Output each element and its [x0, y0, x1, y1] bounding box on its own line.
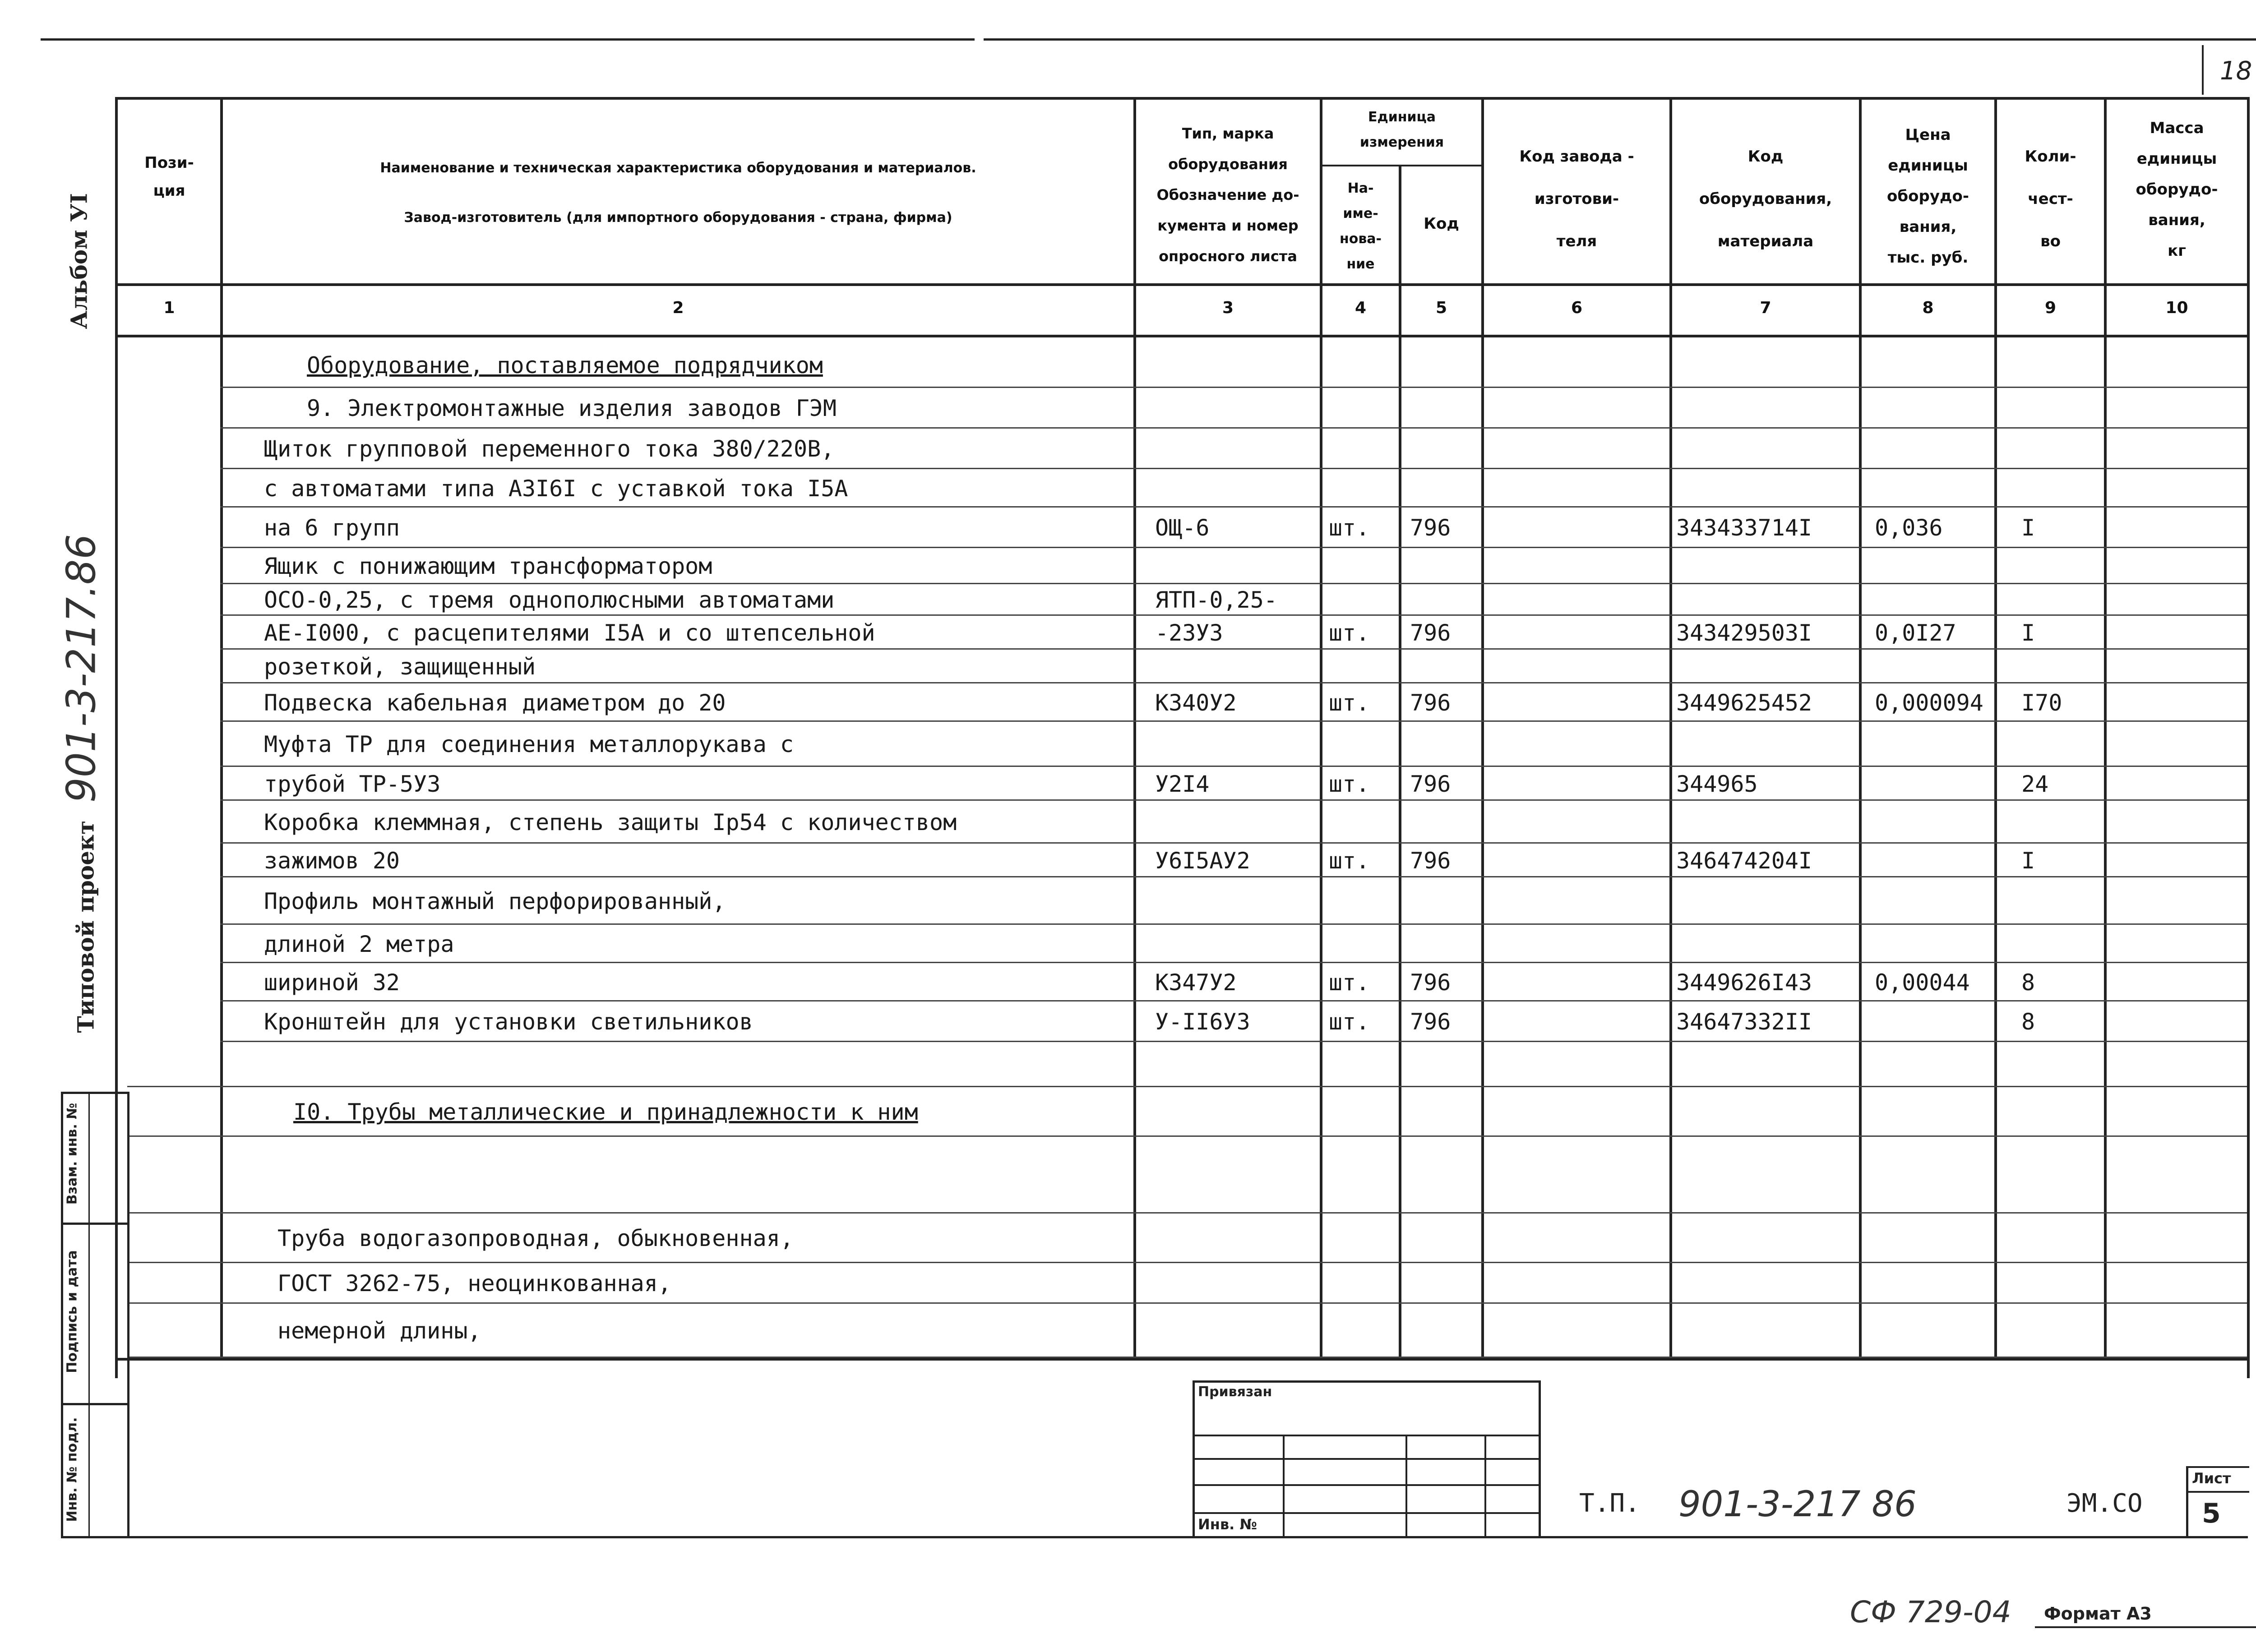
table-row	[0, 1001, 2256, 1042]
cell-qty: I	[2021, 848, 2035, 874]
tb-attached: Привязан	[1198, 1384, 1272, 1400]
table-row	[0, 1304, 2256, 1358]
hdr-type: Тип, марка оборудования Обозначение до- кумента и номер опросного листа	[1156, 125, 1299, 265]
col-num-4: 4	[1355, 299, 1367, 317]
cell-name: трубой ТР-5У3	[264, 771, 441, 797]
cell-type: К347У2	[1155, 969, 1237, 996]
cell-price: 0,000094	[1875, 690, 1983, 716]
stamp-inner-line	[88, 1092, 90, 1538]
stamp-strip-div1	[61, 1223, 129, 1225]
cell-name: Профиль монтажный перфорированный,	[264, 888, 726, 914]
cell-name: зажимов 20	[264, 848, 400, 874]
cell-name: Коробка клеммная, степень защиты Iр54 с количеством	[264, 809, 957, 835]
hdr-quantity: Коли- чест- во	[2025, 148, 2076, 250]
cell-unit: шт.	[1329, 515, 1370, 541]
cell-name: шириной 32	[264, 969, 400, 996]
hdr-position: Пози- ция	[144, 154, 194, 200]
col-num-8: 8	[1922, 299, 1934, 317]
table-bottom	[115, 1358, 2249, 1361]
hdr-unit-code: Код	[1424, 215, 1459, 233]
table-row	[0, 877, 2256, 925]
cell-type: У2I4	[1155, 771, 1210, 797]
frame-bottom-left	[127, 1358, 129, 1538]
table-row	[0, 388, 2256, 429]
cell-qty: 8	[2021, 969, 2035, 996]
tb-col3	[1484, 1435, 1486, 1538]
stamp-strip-top	[61, 1092, 129, 1094]
cell-name: I0. Трубы металлические и принадлежности к ним	[293, 1099, 918, 1125]
stamp-label-signature: Подпись и дата	[64, 1250, 80, 1373]
cell-type: ОЩ-6	[1155, 515, 1210, 541]
stamp-strip-left	[61, 1092, 63, 1538]
table-row	[0, 584, 2256, 616]
cell-name: Щиток групповой переменного тока 380/220В,	[264, 436, 835, 462]
cell-qty: 8	[2021, 1009, 2035, 1035]
cell-name: на 6 групп	[264, 515, 400, 541]
tb-row4	[1193, 1512, 1540, 1514]
cell-price: 0,036	[1875, 515, 1943, 541]
table-row	[0, 1087, 2256, 1137]
cell-type: ЯТП-0,25-	[1155, 587, 1277, 613]
cell-name: Подвеска кабельная диаметром до 20	[264, 690, 726, 716]
table-row	[0, 1137, 2256, 1214]
cell-name: АЕ-I000, с расцепителями I5А и со штепсельной	[264, 620, 875, 646]
cell-mat: 34647332II	[1676, 1009, 1812, 1035]
cell-unit: шт.	[1329, 771, 1370, 797]
frame-bottom	[127, 1536, 2248, 1538]
hdr-material-code: Код оборудования, материала	[1699, 148, 1832, 250]
tb-col1	[1283, 1435, 1285, 1538]
tb-doc-code: ЭМ.СО	[2066, 1489, 2143, 1518]
cell-code: 796	[1410, 771, 1451, 797]
table-row	[0, 1263, 2256, 1304]
cell-code: 796	[1410, 690, 1451, 716]
cell-unit: шт.	[1329, 620, 1370, 646]
cell-mat: 346474204I	[1676, 848, 1812, 874]
table-row	[0, 650, 2256, 683]
cell-unit: шт.	[1329, 848, 1370, 874]
footer-rule	[2035, 1626, 2256, 1628]
cell-qty: 24	[2021, 771, 2049, 797]
table-row	[0, 963, 2256, 1001]
tb-inv-no: Инв. №	[1198, 1516, 1257, 1533]
numbers-bottom	[115, 335, 2249, 337]
cell-qty: I	[2021, 620, 2035, 646]
cell-name: с автоматами типа А3I6I с уставкой тока I5А	[264, 475, 848, 502]
cell-name: ОСО-0,25, с тремя однополюсными автоматами	[264, 587, 835, 613]
side-album: Альбом УI	[65, 193, 92, 329]
table-row	[0, 925, 2256, 963]
table-row	[0, 343, 2256, 388]
cell-name: Кронштейн для установки светильников	[264, 1009, 753, 1035]
hdr-mass: Масса единицы оборудо- вания, кг	[2136, 119, 2218, 260]
table-row	[0, 429, 2256, 469]
tb-sheet-left	[2186, 1466, 2188, 1538]
table-row	[0, 508, 2256, 548]
cell-type: -23У3	[1155, 620, 1223, 646]
cell-type: У-II6У3	[1155, 1009, 1250, 1035]
cell-mat: 3449625452	[1676, 690, 1812, 716]
table-row	[0, 844, 2256, 877]
cell-mat: 3449626I43	[1676, 969, 1812, 996]
hdr-name: Наименование и техническая характеристика оборудования и материалов. Завод-изготовитель (для импортного оборудования - страна, фирма)	[380, 160, 976, 226]
col-num-2: 2	[672, 299, 684, 317]
cell-price: 0,00044	[1875, 969, 1970, 996]
stamp-label-replaced: Взам. инв. №	[64, 1103, 80, 1205]
frame-top	[115, 97, 2249, 100]
tb-top	[1193, 1380, 1540, 1383]
cell-unit: шт.	[1329, 690, 1370, 716]
table-row	[0, 1214, 2256, 1263]
cell-qty: I70	[2021, 690, 2062, 716]
col-num-1: 1	[163, 299, 175, 317]
side-project-number: 901-3-217.86	[58, 534, 105, 803]
top-rule-right	[984, 38, 2256, 41]
tb-row3	[1193, 1484, 1540, 1486]
hdr-unit: Единица измерения	[1359, 109, 1444, 150]
col-num-5: 5	[1435, 299, 1447, 317]
tb-sheet-label: Лист	[2192, 1470, 2231, 1487]
col-num-3: 3	[1222, 299, 1234, 317]
cell-name: 9. Электромонтажные изделия заводов ГЭМ	[307, 395, 837, 421]
cell-name: длиной 2 метра	[264, 931, 454, 957]
cell-name: немерной длины,	[277, 1318, 481, 1344]
cell-code: 796	[1410, 1009, 1451, 1035]
col-num-9: 9	[2044, 299, 2057, 317]
cell-mat: 343429503I	[1676, 620, 1812, 646]
table-row	[0, 722, 2256, 767]
cell-unit: шт.	[1329, 969, 1370, 996]
table-row	[0, 469, 2256, 508]
cell-mat: 344965	[1676, 771, 1758, 797]
tb-col2	[1405, 1435, 1407, 1538]
footer-format: Формат А3	[2044, 1604, 2152, 1624]
cell-name: Муфта ТР для соединения металлорукава с	[264, 731, 794, 757]
cell-name: Ящик с понижающим трансформатором	[264, 553, 712, 579]
cell-name: ГОСТ 3262-75, неоцинкованная,	[277, 1270, 671, 1297]
tb-sheet-number: 5	[2202, 1498, 2221, 1529]
table-row	[0, 767, 2256, 801]
top-rule-left	[41, 38, 975, 41]
side-project-type: Типовой проект	[72, 820, 99, 1033]
table-row	[0, 683, 2256, 722]
col-num-6: 6	[1571, 299, 1583, 317]
cell-code: 796	[1410, 848, 1451, 874]
table-row	[0, 801, 2256, 844]
cell-code: 796	[1410, 620, 1451, 646]
cell-name: Оборудование, поставляемое подрядчиком	[307, 352, 823, 378]
table-row	[0, 1042, 2256, 1087]
cell-type: К340У2	[1155, 690, 1237, 716]
tb-tp-label: Т.П.	[1579, 1489, 1640, 1518]
cell-code: 796	[1410, 515, 1451, 541]
cell-unit: шт.	[1329, 1009, 1370, 1035]
cell-price: 0,0I27	[1875, 620, 1956, 646]
stamp-label-inventory: Инв. № подл.	[64, 1417, 80, 1522]
cell-type: У6I5АУ2	[1155, 848, 1250, 874]
cell-name: розеткой, защищенный	[264, 654, 536, 680]
col-num-10: 10	[2165, 299, 2188, 317]
table-row	[0, 548, 2256, 584]
tb-row1	[1193, 1435, 1540, 1436]
cell-mat: 343433714I	[1676, 515, 1812, 541]
tb-sheet-top	[2186, 1466, 2249, 1468]
cell-name: Труба водогазопроводная, обыкновенная,	[277, 1225, 794, 1251]
hdr-price: Цена единицы оборудо- вания, тыс. руб.	[1887, 126, 1969, 267]
tb-tp-number: 901-3-217 86	[1678, 1484, 1917, 1525]
hdr-unit-name: На- име- нова- ние	[1339, 180, 1382, 272]
col-num-7: 7	[1760, 299, 1771, 317]
cell-qty: I	[2021, 515, 2035, 541]
tb-sheet-split	[2186, 1491, 2249, 1493]
footer-copy-code: СФ 729-04	[1850, 1595, 2011, 1629]
header-bottom	[115, 283, 2249, 286]
table-row	[0, 616, 2256, 650]
cell-code: 796	[1410, 969, 1451, 996]
hdr-manufacturer: Код завода - изготови- теля	[1519, 148, 1634, 250]
top-number-divider	[2202, 45, 2204, 95]
sheet-top-number: 18	[2220, 56, 2252, 86]
tb-row2	[1193, 1458, 1540, 1460]
